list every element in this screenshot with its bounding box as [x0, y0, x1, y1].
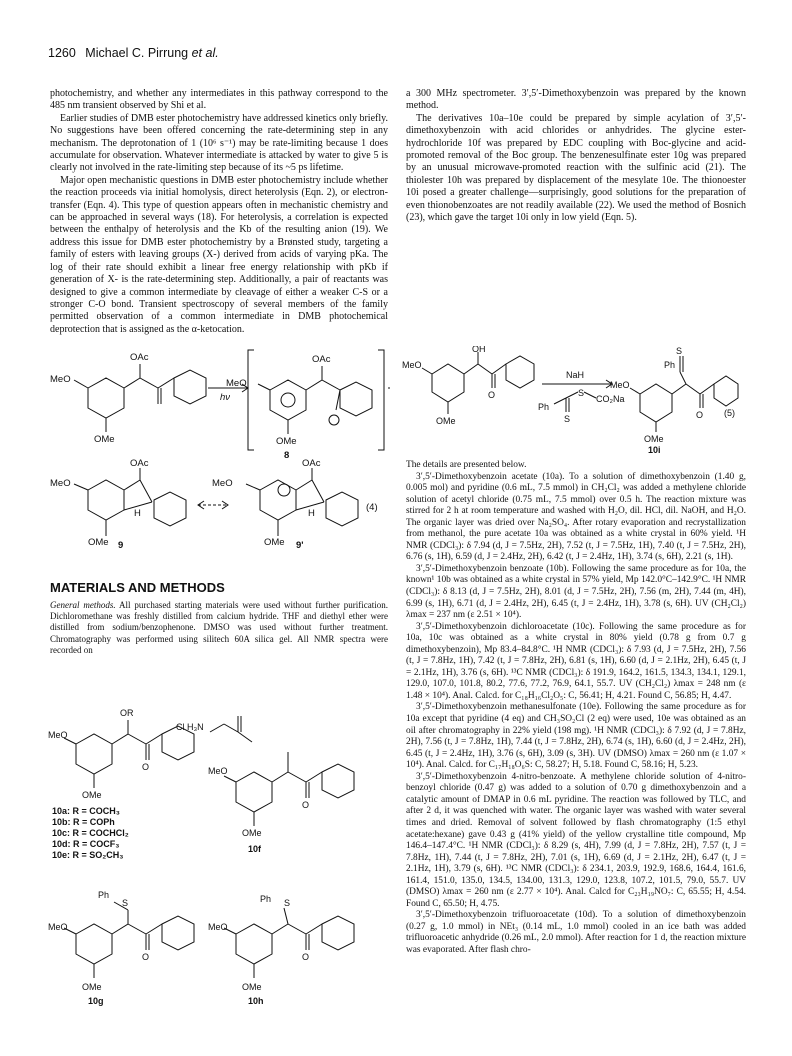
- ph-label-10i: Ph: [664, 360, 676, 370]
- oac-label-3: OAc: [130, 458, 149, 469]
- left-paragraph-2: Earlier studies of DMB ester photochemistry have addressed kinetics only briefly. No suggestions have been offered concerning the rate-determining step in any mechanism. The deprotonation of 1 (10⁶ s⁻¹) may be rate-limiting because 1 does accumulate for observation. Whatever intermediate is attacked by water to give 5 is clearly not involved in the rate-limiting step because of its ~5 ps lifetime.: [50, 112, 388, 174]
- o-label-10i: O: [696, 410, 704, 420]
- left-paragraph-3: Major open mechanistic questions in DMB ester photochemistry include whether the reaction proceeds via initial homolysis, direct heterolysis (Eqn. 2), or electron-transfer (Eqn. 4). This type of question appears often in mechanistic chemistry and can be approached in several ways (18). For heterolysis, a correlation is expected between the enthalpy of heterolysis and the Kb of the resulting anion (19). We address this issue for DMB ester photochemistry by a Brønsted study, targeting a family of esters with leaving groups (X-) derived from acids of varying pKa. The log of their rate should exhibit a linear free energy relationship with pKb if generation of X- is the rate-determining step. Additionally, a pair of reactants was designed to give a common intermediate by cleavage of either a weaker C-S or a stronger C-O bond. Transient spectroscopy of several members of the family permitted observation of a common intermediate in DMB photochemical deprotection that is assigned as the α-ketocation.: [50, 174, 388, 335]
- clh3n-label: Cl H₃N: [176, 722, 204, 732]
- ome-label-10h: OMe: [242, 982, 262, 992]
- s-label-r2: S: [564, 414, 571, 424]
- general-methods-text: All purchased starting materials were used without further purification. Dichloromethane was freshly distilled from calcium hydride. THF and diethyl ether were distilled from sodium/benzophenone. DMSO was used without further treatment. Chromatography was performed using silitech 60A silica gel. All NMR spectra were recorded on: [50, 600, 388, 655]
- oac-label-2: OAc: [312, 354, 331, 365]
- co2na-label: CO₂Na: [596, 394, 625, 404]
- nah-label: NaH: [566, 370, 585, 380]
- h-label-1: H: [134, 508, 141, 519]
- ome-label-10i: OMe: [644, 434, 664, 444]
- scheme-eqn-5: [402, 346, 746, 456]
- ome-label-10g: OMe: [82, 982, 102, 992]
- ome-label-10f: OMe: [242, 828, 262, 838]
- section-title: MATERIALS AND METHODS: [50, 580, 225, 595]
- left-paragraph-1: photochemistry, and whether any intermediates in this pathway correspond to the 485 nm transient observed by Shi et al.: [50, 88, 388, 112]
- meo-label-3: MeO: [50, 478, 71, 489]
- experimental-details: [406, 460, 746, 957]
- meo-label-10h: MeO: [208, 922, 228, 932]
- oac-label-1: OAc: [130, 352, 149, 363]
- scheme-eqn-4: [48, 340, 390, 560]
- compound-10f-label: 10f: [248, 844, 262, 854]
- running-header: [48, 46, 219, 60]
- header-etal: et al.: [191, 46, 219, 60]
- meo-label-10i: MeO: [610, 380, 630, 390]
- r-group-10c: 10c: R = COCHCl₂: [52, 828, 129, 838]
- r-group-10a: 10a: R = COCH₃: [52, 806, 120, 816]
- r-group-10d: 10d: R = COCF₃: [52, 839, 120, 849]
- r-group-10e: 10e: R = SO₂CH₃: [52, 850, 124, 860]
- meo-label-1: MeO: [50, 374, 71, 385]
- compound-10h-label: 10h: [248, 996, 264, 1006]
- general-methods: [50, 600, 388, 656]
- left-column: [50, 88, 388, 336]
- meo-label-r1: MeO: [402, 360, 422, 370]
- o-label-10g: O: [142, 952, 150, 962]
- compound-9-label: 9: [118, 540, 124, 551]
- s-label-r: S: [578, 388, 585, 398]
- ph-label-10g: Ph: [98, 890, 110, 900]
- procedure-10e: 3′,5′-Dimethoxybenzoin methanesulfonate (10e). Following the same procedure as for 10a except that pyridine (4 eq) and CH₃SO₂Cl (2 eq) were used, 10e was obtained as an oil after chromatography in 22% yield (198 mg). ¹H NMR (CDCl₃): δ 7.92 (d, J = 7.8Hz, 2H), 7.56 (t, J = 7.8Hz, 1H), 7.44 (t, J = 7.8Hz, 2H), 6.74 (s, 1H), 6.60 (d, J = 2.4Hz, 2H), 6.45 (t, J = 2.4Hz, 1H), 3.76 (s, 6H), 3.09 (s, 3H). UV (DMSO) λmax = 260 nm (ε 1.07 × 10⁴). Anal. Calcd. for C₁₇H₁₈O₆S: C, 58.27; H, 5.18. Found C, 58.16; H, 5.23.: [406, 702, 746, 771]
- scheme-compounds-10: [48, 702, 390, 1032]
- procedure-10c: 3′,5′-Dimethoxybenzoin dichloroacetate (10c). Following the same procedure as for 10a, 10c was obtained as a white crystal in 80% yield (0.78 g from 0.7 g dimethoxybenzoin), Mp 83.4–84.8°C. ¹H NMR (CDCl₃): δ 7.93 (d, J = 7.5Hz, 2H), 7.56 (t, J = 7.8Hz, 1H), 7.42 (t, J = 7.8Hz, 2H), 6.81 (s, 1H), 6.60 (d, J = 2.1Hz, 2H), 6.45 (t, J = 2.1Hz, 1H), 3.76 (s, 6H). ¹³C NMR (CDCl₃): δ 191.9, 164.2, 161.5, 134.3, 134.1, 129.1, 129.0, 107.0, 101.8, 80.2, 77.6, 77.2, 76.9, 64.1, 55.7. UV (CH₂Cl₂) λmax = 248 nm (ε 1.48 × 10⁴). Anal. Calcd. for C₁₈H₁₆Cl₂O₅: C, 56.41; H, 4.21. Found C, 56.85; H, 4.47.: [406, 621, 746, 701]
- ome-label-10a: OMe: [82, 790, 102, 800]
- ome-label-4: OMe: [264, 537, 285, 548]
- ph-label-10h: Ph: [260, 894, 272, 904]
- right-column: [406, 88, 746, 224]
- s-label-10g: S: [122, 898, 129, 908]
- procedure-nitrobenzoate: 3′,5′-Dimethoxybenzoin 4-nitro-benzoate. A methylene chloride solution of 4-nitro-benzoyl chloride (0.47 g) was added to a solution of 0.70 g dimethoxybenzoin and a catalytic amount of DMAP in 0.6 mL pyridine. The reaction was followed by TLC, and after 2 d, it was quenched with water. The organic layer was washed with water several times and dried. Removal of solvent followed by flash chromatography (1:5 ethyl acetate:hexane) gave 0.43 g (41% yield) of the yellow crystalline title compound, Mp 146.4–147.4°C. ¹H NMR (CDCl₃): δ 8.29 (s, 4H), 7.99 (d, J = 7.8Hz, 2H), 7.57 (t, J = 7.8Hz, 1H), 7.44 (t, J = 7.8Hz, 2H), 7.01 (s, 1H), 6.69 (d, J = 2.1Hz, 2H), 6.47 (t, J = 2.1Hz, 1H), 3.79 (s, 6H). ¹³C NMR (CDCl₃): δ 234.1, 203.9, 192.9, 168.6, 164.4, 161.6, 161.4, 151.0, 135.0, 134.5, 134.00, 131.3, 129.0, 123.8, 107.2, 101.5, 79.0, 55.7. UV (DMSO) λmax = 260 nm (ε 2.77 × 10⁴). Anal. Calcd for C₂₃H₁₉NO₇: C, 65.55; H, 4.54. Found C, 65.50; H, 4.75.: [406, 771, 746, 909]
- right-paragraph-1: a 300 MHz spectrometer. 3′,5′-Dimethoxybenzoin was prepared by the known method.: [406, 88, 746, 112]
- meo-label-2: MeO: [226, 378, 247, 389]
- page-number: 1260: [48, 46, 76, 60]
- compound-10g-label: 10g: [88, 996, 104, 1006]
- procedure-10a: 3′,5′-Dimethoxybenzoin acetate (10a). To a solution of dimethoxybenzoin (1.40 g, 0.005 mol) and pyridine (0.6 mL, 7.5 mmol) in CH₂Cl₂ was added a methylene chloride solution of acetyl chloride (0.75 mL, 7.5 mmol) over 0.5 h. The reaction mixture was stirred for 2 h at room temperature and washed with H₂O, dil. HCl, dil. NaOH, and H₂O. The organic layer was dried over Na₂SO₄. After rotary evaporation and recrystallization from methanol, the pure acetate 10a was obtained as a white crystal in 60% yield. ¹H NMR (CDCl₃): δ 7.94 (d, J = 7.5Hz, 2H), 7.52 (t, J = 7.5Hz, 1H), 7.40 (t, J = 7.5Hz, 2H), 6.76 (s, 1H), 6.59 (d, J = 2.4Hz, 2H), 6.42 (t, J = 2.4Hz, 1H), 3.74 (s, 6H), 2.21 (s, 1H).: [406, 471, 746, 563]
- eqn-5-label: (5): [724, 408, 735, 418]
- ph-label-r: Ph: [538, 402, 550, 412]
- or-label: OR: [120, 708, 134, 718]
- ome-label-1: OMe: [94, 434, 115, 445]
- h-label-2: H: [308, 508, 315, 519]
- right-paragraph-2: The derivatives 10a–10e could be prepared by simple acylation of 3′,5′-dimethoxybenzoin with acid chlorides or anhydrides. The glycine ester-hydrochloride 10f was prepared by EDC coupling with Boc-glycine and acid-promoted removal of the Boc group. The benzenesulfinate ester 10g was prepared by an unusual microwave-promoted reaction with the sulfinic acid (21). The thiolester 10h was prepared by displacement of the mesylate 10e. The thionoester 10i posed a greater challenge—surprisingly, good solutions for the preparation of even thionobenzoates are not readily available (22). We used the method of Bosnich (23), which gave the target 10i only in low yield (Eqn. 5).: [406, 112, 746, 224]
- o-label-10a: O: [142, 762, 150, 772]
- meo-label-10f: MeO: [208, 766, 228, 776]
- procedure-10b: 3′,5′-Dimethoxybenzoin benzoate (10b). Following the same procedure as for 10a, the known¹ 10b was obtained as a white crystal in 57% yield, Mp 142.0°C–142.9°C. ¹H NMR (CDCl₃): δ 8.13 (d, J = 7.5Hz, 2H), 8.01 (d, J = 7.5Hz, 2H), 7.56 (m, 2H), 7.44 (m, 4H), 6.99 (s, 1H), 6.71 (d, J = 2.4Hz, 2H), 6.45 (t, J = 2.4Hz, 1H), 3.78 (s, 6H). UV (CH₂Cl₂) λmax = 237 nm (ε 2.51 × 10⁴).: [406, 563, 746, 621]
- r-group-10b: 10b: R = COPh: [52, 817, 115, 827]
- hv-label: hν: [220, 392, 231, 403]
- meo-label-10a: MeO: [48, 730, 68, 740]
- eqn-4-label: (4): [366, 502, 378, 513]
- ome-label-r1: OMe: [436, 416, 456, 426]
- compound-9p-label: 9': [296, 540, 304, 551]
- s-label-10i: S: [676, 346, 683, 356]
- o-label-r1: O: [488, 390, 496, 400]
- ome-label-3: OMe: [88, 537, 109, 548]
- oac-label-4: OAc: [302, 458, 321, 469]
- meo-label-10g: MeO: [48, 922, 68, 932]
- r-group-list: [52, 806, 129, 860]
- procedure-10d: 3′,5′-Dimethoxybenzoin trifluoroacetate (10d). To a solution of dimethoxybenzoin (0.27 g, 1.0 mmol) in NEt₃ (0.14 mL, 1.0 mmol) cooled in an ice bath was added trifluoroacetic anhydride (0.26 mL, 2.0 mmol). After reaction for 1 d, the reaction mixture was evaporated. After flash chro-: [406, 910, 746, 955]
- o-label-10h: O: [302, 952, 310, 962]
- details-intro: The details are presented below.: [406, 460, 527, 470]
- meo-label-4: MeO: [212, 478, 233, 489]
- ome-label-2: OMe: [276, 436, 297, 447]
- o-label-10f: O: [302, 800, 310, 810]
- s-label-10h: S: [284, 898, 291, 908]
- oh-label: OH: [472, 346, 486, 354]
- general-methods-lead: General methods.: [50, 600, 116, 610]
- compound-10i-label: 10i: [648, 445, 661, 455]
- header-authors: Michael C. Pirrung: [85, 46, 189, 60]
- compound-8-label: 8: [284, 450, 290, 461]
